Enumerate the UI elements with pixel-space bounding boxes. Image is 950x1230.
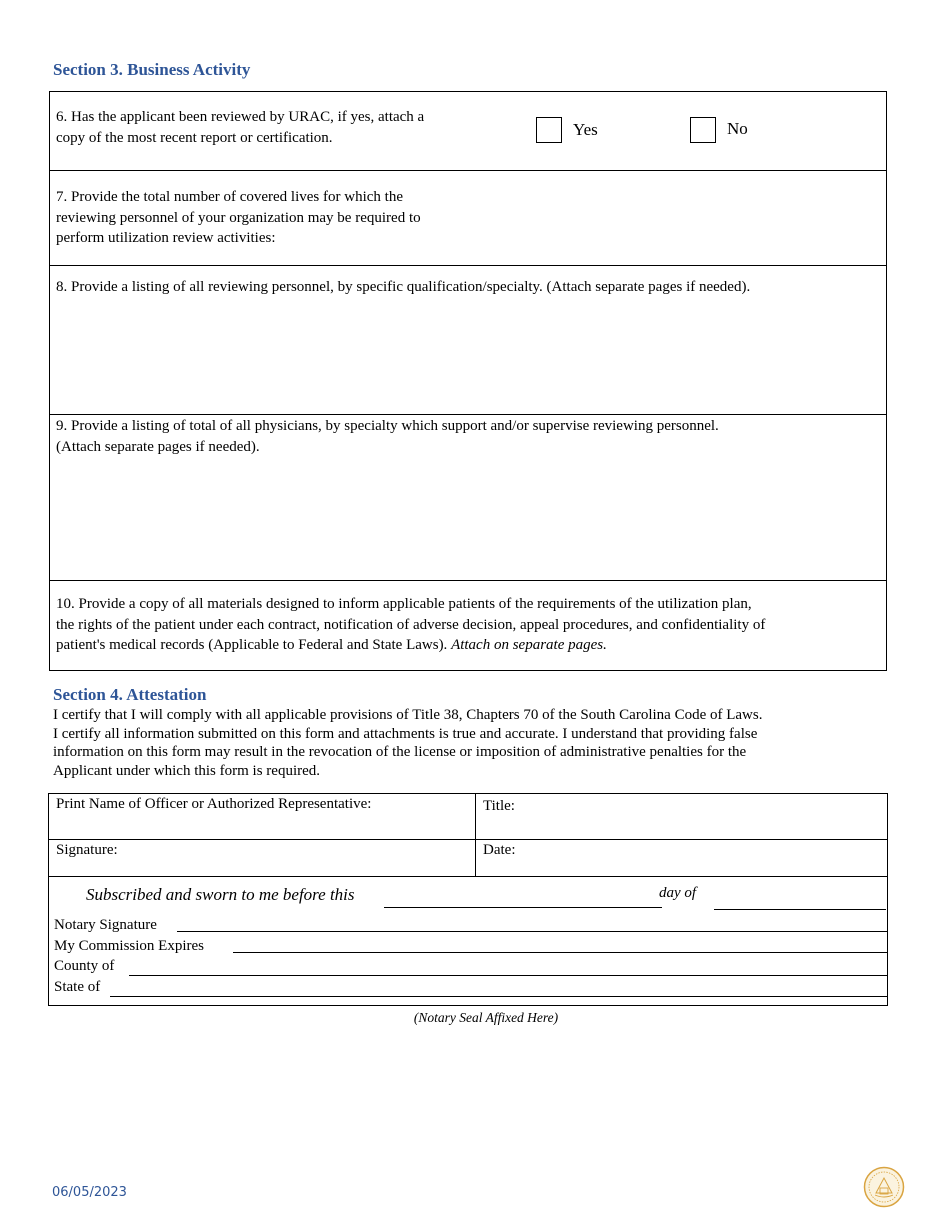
yes-label: Yes	[573, 120, 598, 139]
notary-seal-note: (Notary Seal Affixed Here)	[413, 1010, 559, 1025]
question-7-line: perform utilization review activities:	[56, 230, 276, 246]
commission-expires-line[interactable]	[233, 952, 887, 953]
state-label: State of	[54, 979, 101, 995]
covered-lives-answer-area[interactable]	[500, 180, 880, 260]
section4-heading: Section 4. Attestation	[53, 685, 207, 704]
date-input[interactable]	[525, 842, 880, 874]
question-9-line: (Attach separate pages if needed).	[56, 438, 260, 455]
row-divider	[49, 170, 887, 171]
question-6	[56, 107, 424, 148]
title-label: Title:	[483, 798, 515, 814]
row-divider	[48, 876, 888, 877]
day-of-text: day of	[659, 885, 697, 901]
row-divider	[49, 265, 887, 266]
question-7-line: 7. Provide the total number of covered lives for which the	[56, 189, 403, 205]
attach-note: Attach on separate pages.	[451, 637, 607, 653]
subscribed-day-line[interactable]	[384, 907, 662, 908]
attestation-line: I certify all information submitted on this form and attachments is true and accurate. I understand that providing false	[53, 725, 758, 742]
question-6-line: copy of the most recent report or certification.	[56, 129, 333, 146]
no-label: No	[727, 119, 748, 138]
state-line[interactable]	[110, 996, 887, 997]
attestation-line: I certify that I will comply with all applicable provisions of Title 38, Chapters 70 of the South Carolina Code of Laws.	[53, 707, 763, 723]
signature-input[interactable]	[130, 842, 470, 874]
attestation-line: Applicant under which this form is required.	[53, 762, 321, 779]
attestation-line: information on this form may result in the revocation of the license or imposition of administrative penalties for the	[53, 744, 747, 760]
question-10-line: the rights of the patient under each contract, notification of adverse decision, appeal procedures, and confidentiality of	[56, 616, 766, 633]
date-label: Date:	[483, 842, 516, 858]
question-9	[56, 416, 719, 457]
row-divider	[48, 839, 888, 840]
commission-expires-label: My Commission Expires	[54, 938, 205, 954]
question-10-line	[56, 635, 878, 656]
question-10	[56, 594, 878, 656]
title-input[interactable]	[530, 796, 880, 836]
question-9-line: 9. Provide a listing of total of all physicians, by specialty which support and/or supervise reviewing personnel.	[56, 418, 719, 434]
month-line[interactable]	[714, 909, 886, 910]
physicians-answer-area[interactable]	[52, 460, 884, 575]
question-6-line: 6. Has the applicant been reviewed by URAC, if yes, attach a	[56, 109, 425, 125]
row-divider	[49, 580, 887, 581]
question-7-line: reviewing personnel of your organization may be required to	[56, 209, 421, 226]
county-line[interactable]	[129, 975, 887, 976]
notary-signature-label: Notary Signature	[54, 917, 157, 933]
question-10-line: 10. Provide a copy of all materials designed to inform applicable patients of the requirements of the utilization plan,	[56, 596, 752, 612]
signature-label: Signature:	[56, 842, 118, 858]
footer-date: 06/05/2023	[52, 1185, 127, 1200]
state-seal-icon	[863, 1166, 905, 1208]
question-8: 8. Provide a listing of all reviewing personnel, by specific qualification/specialty. (Attach separate pages if needed).	[56, 279, 751, 295]
yes-checkbox[interactable]	[536, 117, 562, 143]
column-divider	[475, 793, 476, 876]
subscribed-text: Subscribed and sworn to me before this	[86, 885, 355, 904]
reviewing-personnel-answer-area[interactable]	[52, 300, 884, 410]
print-name-label: Print Name of Officer or Authorized Representative:	[56, 796, 372, 812]
county-label: County of	[54, 958, 115, 974]
question-10-text: patient's medical records (Applicable to Federal and State Laws).	[56, 637, 448, 653]
section3-heading: Section 3. Business Activity	[53, 60, 251, 79]
row-divider	[49, 414, 887, 415]
no-checkbox[interactable]	[690, 117, 716, 143]
attestation-paragraph	[53, 706, 762, 780]
print-name-input[interactable]	[52, 814, 472, 837]
question-7	[56, 187, 421, 249]
notary-signature-line[interactable]	[177, 931, 887, 932]
